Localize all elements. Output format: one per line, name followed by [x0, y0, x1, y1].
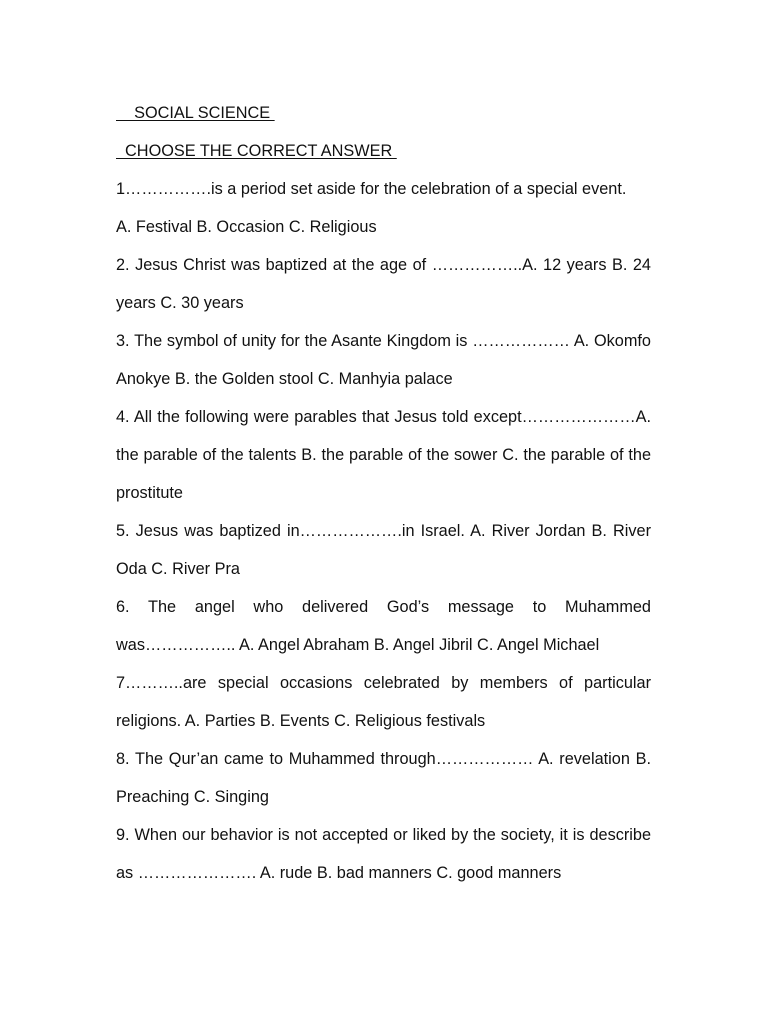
instruction-heading: CHOOSE THE CORRECT ANSWER — [116, 142, 397, 160]
document-page — [116, 94, 651, 892]
question-1: 1…………….is a period set aside for the celebration of a special event. — [116, 180, 627, 198]
question-9: 9. When our behavior is not accepted or liked by the society, it is describe as …………………. A. rude B. bad manners C. good manners — [116, 826, 651, 882]
question-6: 6. The angel who delivered God’s message to Muhammed was…………….. A. Angel Abraham B. Angel Jibril C. Angel Michael — [116, 598, 651, 654]
question-1-options: A. Festival B. Occasion C. Religious — [116, 218, 377, 236]
question-5: 5. Jesus was baptized in……………….in Israel. A. River Jordan B. River Oda C. River Pra — [116, 522, 651, 578]
question-7: 7………..are special occasions celebrated by members of particular religions. A. Parties B. Events C. Religious festivals — [116, 674, 651, 730]
document-title: SOCIAL SCIENCE — [116, 104, 275, 122]
question-3: 3. The symbol of unity for the Asante Kingdom is ……………… A. Okomfo Anokye B. the Golden stool C. Manhyia palace — [116, 332, 651, 388]
question-8: 8. The Qur’an came to Muhammed through……………… A. revelation B. Preaching C. Singing — [116, 750, 651, 806]
question-2: 2. Jesus Christ was baptized at the age of ……………..A. 12 years B. 24 years C. 30 years — [116, 256, 651, 312]
question-4: 4. All the following were parables that Jesus told except…………………A. the parable of the talents B. the parable of the sower C. the parable of the prostitute — [116, 408, 651, 502]
